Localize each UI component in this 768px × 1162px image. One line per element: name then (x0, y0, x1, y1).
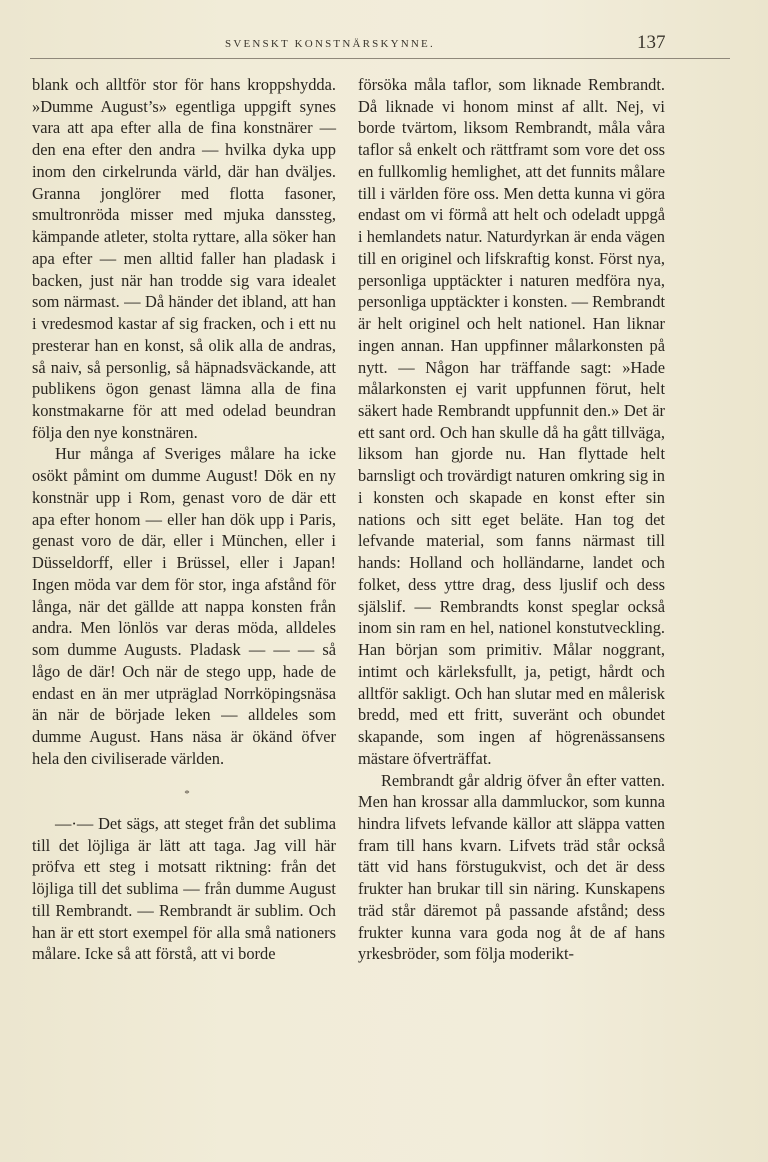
section-divider (32, 770, 336, 814)
page-number: 137 (637, 32, 666, 53)
page-header (0, 32, 768, 58)
right-column (358, 74, 665, 965)
asterisk-divider: * (184, 787, 190, 800)
left-column (32, 74, 336, 965)
running-head: SVENSKT KONSTNÄRSKYNNE. (225, 38, 435, 50)
paragraph: försöka måla taflor, som liknade Rembrandt. Då liknade vi honom minst af allt. Nej, vi borde tvärtom, liksom Rembrandt, måla våra taflor så enkelt och rättframt som vore det oss en fullkomlig hemlighet, att det funnits målare till i världen före oss. Men detta kunna vi göra endast om vi förmå att helt och odeladt uppgå i hemlandets natur. Naturdyrkan är enda vägen till en originel och lifskraftig konst. Först nya, personliga upptäckter i naturen medföra nya, personliga upptäckter i konsten. — Rembrandt är helt originel och helt nationel. Han liknar ingen annan. Han uppfinner målarkonsten på nytt. — Någon har träffande sagt: »Hade målarkonsten ej varit uppfunnen förut, helt säkert hade Rembrandt uppfunnit den.» Det är ett sant ord. Och han skulle då ha gått tillväga, liksom han gjorde nu. Han flyttade helt barnsligt och trovärdigt naturen omkring sig in i konsten och skapade en konst efter sin nations och sitt eget beläte. Han tog det lefvande material, som fanns närmast till hands: Holland och holländarne, landet och folket, dess yttre drag, dess ljuslif och dess själslif. — Rembrandts konst speglar också inom sin ram en hel, nationel konstutveckling. Han början som primitiv. Målar noggrant, intimt och kärleksfullt, ja, petigt, hårdt och alltför sakligt. Och han slutar med en målerisk bredd, med ett fritt, suveränt och obundet skapande, som ingen af högrenässansens mästare öfverträffat. (358, 75, 665, 768)
paragraph: Hur många af Sveriges målare ha icke osökt påmint om dumme August! Dök en ny konstnär upp i Rom, genast voro de där ett apa efter honom — eller han dök upp i Paris, genast voro de där, eller i München, eller i Düsseldorff, eller i Brüssel, eller i Japan! Ingen möda var dem för stor, inga afstånd för långa, när det gällde att nappa konsten från andra. Men lönlös var deras möda, alldeles som dumme Augusts. Pladask — — — så lågo de där! Och när de stego upp, hade de endast en än mer utpräglad Norrköpingsnäsa än när de började leken — alldeles som dumme August. Hans näsa är ökänd öfver hela den civiliserade världen. (32, 444, 336, 768)
paragraph: —·— Det sägs, att steget från det sublima till det löjliga är lätt att taga. Jag vill här pröfva ett steg i motsatt riktning: från det löjliga till det sublima — från dumme August till Rembrandt. — Rembrandt är sublim. Och han är ett stort exempel för alla små nationers målare. Icke så att förstå, att vi borde (32, 814, 336, 964)
paragraph: blank och alltför stor för hans kroppshydda. »Dumme August’s» egentliga uppgift synes vara att apa efter alla de fina konstnärer — den ena efter den andra — hvilka dyka upp inom den cirkelrunda värld, där han dväljes. Granna jonglörer med flotta fasoner, smultronröda misser med mjuka danssteg, kämpande atleter, stolta ryttare, alla söker han apa efter — men alltid faller han pladask i backen, just när han trodde sig vara idealet som närmast. — Då händer det ibland, att han i vredesmod kastar af sig fracken, och i ett nu presterar han en konst, så olik alla de andras, så naiv, så personlig, så häpnadsväckande, att publikens ögon genast lämna alla de fina konstmakarne för att med odelad beundran följa den nye konstnären. (32, 75, 336, 442)
header-rule (30, 58, 730, 59)
paragraph: Rembrandt går aldrig öfver ån efter vatten. Men han krossar alla dammluckor, som kunna hindra lifvets lefvande källor att släppa vatten fram till hans kvarn. Lifvets träd står också tätt vid hans förstugukvist, och det är dess frukter han brukar till sin näring. Kunskapens träd står däremot på passande afstånd; dess frukter kunna vara goda nog åt de af hans yrkesbröder, som följa moderikt- (358, 770, 665, 964)
